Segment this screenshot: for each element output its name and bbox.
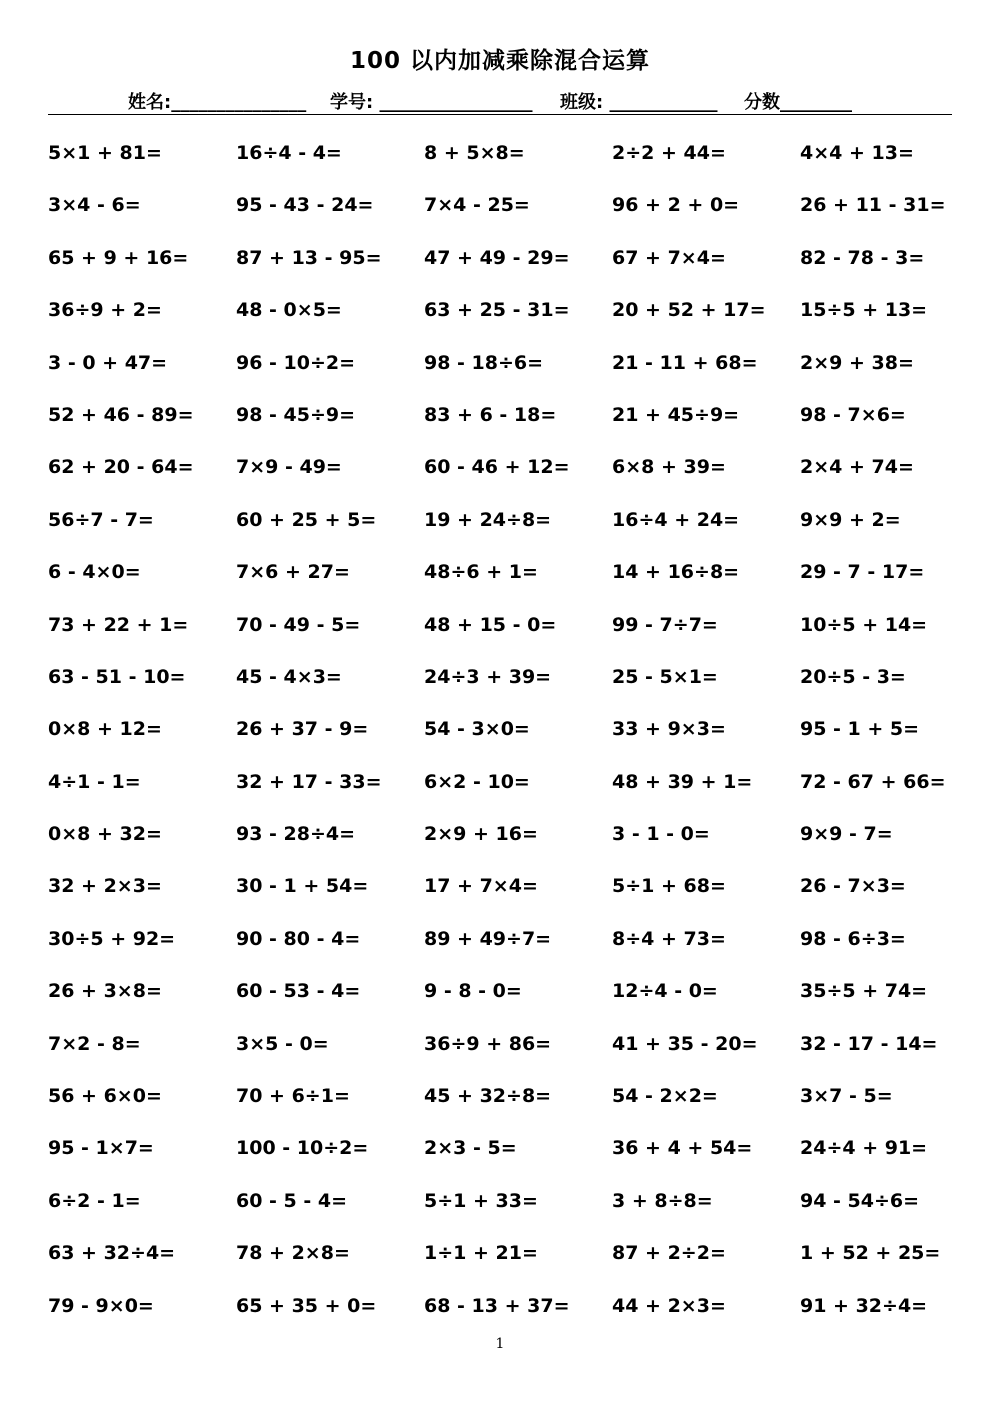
math-problem: 8 + 5×8= (424, 142, 525, 164)
math-problem: 5÷1 + 68= (612, 875, 726, 898)
math-problem: 45 - 4×3= (236, 665, 342, 688)
math-problem: 63 - 51 - 10= (48, 665, 186, 688)
math-problem: 15÷5 + 13= (800, 299, 928, 322)
math-problem: 60 - 46 + 12= (424, 456, 570, 479)
math-problem: 96 + 2 + 0= (612, 194, 740, 217)
math-problem: 20 + 52 + 17= (612, 299, 766, 322)
math-problem: 8÷4 + 73= (612, 927, 726, 950)
math-problem: 17 + 7×4= (424, 875, 538, 898)
math-problem: 95 - 1 + 5= (800, 718, 920, 741)
math-problem: 0×8 + 32= (48, 823, 162, 846)
math-problem: 98 - 7×6= (800, 403, 906, 426)
math-problem: 2×4 + 74= (800, 456, 914, 479)
math-problem: 3×7 - 5= (800, 1085, 893, 1108)
math-problem: 14 + 16÷8= (612, 561, 740, 584)
math-problem: 47 + 49 - 29= (424, 246, 570, 269)
math-problem: 5÷1 + 33= (424, 1189, 538, 1212)
math-problem: 89 + 49÷7= (424, 927, 552, 950)
math-problem: 93 - 28÷4= (236, 823, 356, 846)
math-problem: 4÷1 - 1= (48, 770, 141, 793)
math-problem: 78 + 2×8= (236, 1242, 350, 1265)
math-problem: 1 + 52 + 25= (800, 1242, 941, 1265)
math-problem: 87 + 13 - 95= (236, 246, 382, 269)
math-problem: 87 + 2÷2= (612, 1242, 726, 1265)
math-problem: 70 + 6÷1= (236, 1085, 350, 1108)
math-problem: 4×4 + 13= (800, 142, 914, 164)
math-problem: 73 + 22 + 1= (48, 613, 189, 636)
math-problem: 63 + 25 - 31= (424, 299, 570, 322)
math-problem: 7×6 + 27= (236, 561, 350, 584)
math-problem: 60 - 5 - 4= (236, 1189, 348, 1212)
math-problem: 21 - 11 + 68= (612, 351, 758, 374)
math-problem: 52 + 46 - 89= (48, 403, 194, 426)
math-problem: 9 - 8 - 0= (424, 980, 522, 1003)
math-problem: 2×9 + 38= (800, 351, 914, 374)
math-problem: 48 - 0×5= (236, 299, 342, 322)
math-problem: 30÷5 + 92= (48, 927, 176, 950)
math-problem: 6÷2 - 1= (48, 1189, 141, 1212)
math-problem: 36÷9 + 2= (48, 299, 162, 322)
math-problem: 60 + 25 + 5= (236, 508, 377, 531)
math-problem: 12÷4 - 0= (612, 980, 718, 1003)
math-problem: 56÷7 - 7= (48, 508, 154, 531)
math-problem: 91 + 32÷4= (800, 1294, 928, 1317)
math-problem: 0×8 + 12= (48, 718, 162, 741)
math-problem: 26 + 37 - 9= (236, 718, 369, 741)
math-problem: 26 - 7×3= (800, 875, 906, 898)
math-problem: 19 + 24÷8= (424, 508, 552, 531)
math-problem: 5×1 + 81= (48, 142, 162, 164)
math-problem: 48÷6 + 1= (424, 561, 538, 584)
math-problem: 36÷9 + 86= (424, 1032, 552, 1055)
math-problem: 63 + 32÷4= (48, 1242, 176, 1265)
math-problem: 98 - 18÷6= (424, 351, 544, 374)
math-problem: 7×2 - 8= (48, 1032, 141, 1055)
math-problem: 98 - 6÷3= (800, 927, 906, 950)
math-problem: 70 - 49 - 5= (236, 613, 361, 636)
score-field[interactable]: 分数________ (744, 92, 852, 113)
math-problem: 68 - 13 + 37= (424, 1294, 570, 1317)
math-problem: 98 - 45÷9= (236, 403, 356, 426)
math-problem: 62 + 20 - 64= (48, 456, 194, 479)
math-problem: 32 - 17 - 14= (800, 1032, 938, 1055)
math-problem: 3 - 0 + 47= (48, 351, 168, 374)
math-problem: 9×9 + 2= (800, 508, 901, 531)
math-problem: 96 - 10÷2= (236, 351, 356, 374)
math-problem: 25 - 5×1= (612, 665, 718, 688)
page-number: 1 (495, 1336, 505, 1352)
student-id-field[interactable]: 学号: _________________ (330, 92, 533, 113)
math-problem: 65 + 9 + 16= (48, 246, 189, 269)
math-problem: 2÷2 + 44= (612, 142, 726, 164)
math-problem: 7×9 - 49= (236, 456, 342, 479)
math-problem: 67 + 7×4= (612, 246, 726, 269)
math-problem: 60 - 53 - 4= (236, 980, 361, 1003)
math-problem: 16÷4 - 4= (236, 142, 342, 164)
math-problem: 35÷5 + 74= (800, 980, 928, 1003)
math-problem: 54 - 2×2= (612, 1085, 718, 1108)
math-problem: 6×8 + 39= (612, 456, 726, 479)
math-problem: 94 - 54÷6= (800, 1189, 920, 1212)
math-problem: 21 + 45÷9= (612, 403, 740, 426)
math-problem: 3 + 8÷8= (612, 1189, 713, 1212)
math-problem: 82 - 78 - 3= (800, 246, 925, 269)
math-problem: 26 + 3×8= (48, 980, 162, 1003)
math-problem: 99 - 7÷7= (612, 613, 718, 636)
math-problem: 2×9 + 16= (424, 823, 538, 846)
math-problem: 1÷1 + 21= (424, 1242, 538, 1265)
math-problem: 16÷4 + 24= (612, 508, 740, 531)
math-problem: 95 - 1×7= (48, 1137, 154, 1160)
math-problem: 3×4 - 6= (48, 194, 141, 217)
name-field[interactable]: 姓名:_______________ (128, 92, 307, 113)
math-problem: 90 - 80 - 4= (236, 927, 361, 950)
math-problem: 32 + 2×3= (48, 875, 162, 898)
math-problem: 26 + 11 - 31= (800, 194, 946, 217)
math-problem: 72 - 67 + 66= (800, 770, 946, 793)
math-problem: 24÷3 + 39= (424, 665, 552, 688)
math-problem: 44 + 2×3= (612, 1294, 726, 1317)
math-problem: 20÷5 - 3= (800, 665, 906, 688)
math-problem: 7×4 - 25= (424, 194, 530, 217)
math-problem: 56 + 6×0= (48, 1085, 162, 1108)
math-problem: 10÷5 + 14= (800, 613, 928, 636)
student-info-line (48, 88, 952, 115)
math-problem: 3 - 1 - 0= (612, 823, 710, 846)
class-field[interactable]: 班级: ____________ (560, 92, 718, 113)
math-problem: 100 - 10÷2= (236, 1137, 369, 1160)
math-problem: 54 - 3×0= (424, 718, 530, 741)
math-problem: 6×2 - 10= (424, 770, 530, 793)
math-problem: 6 - 4×0= (48, 561, 141, 584)
math-problem: 41 + 35 - 20= (612, 1032, 758, 1055)
worksheet-title: 100 以内加减乘除混合运算 (349, 48, 651, 74)
math-problem: 36 + 4 + 54= (612, 1137, 753, 1160)
math-problem: 65 + 35 + 0= (236, 1294, 377, 1317)
math-problem: 45 + 32÷8= (424, 1085, 552, 1108)
math-problem: 33 + 9×3= (612, 718, 726, 741)
problem-grid (48, 138, 988, 1343)
math-problem: 95 - 43 - 24= (236, 194, 374, 217)
math-problem: 48 + 15 - 0= (424, 613, 557, 636)
math-problem: 83 + 6 - 18= (424, 403, 557, 426)
math-problem: 9×9 - 7= (800, 823, 893, 846)
math-problem: 30 - 1 + 54= (236, 875, 369, 898)
math-problem: 29 - 7 - 17= (800, 561, 925, 584)
math-problem: 32 + 17 - 33= (236, 770, 382, 793)
math-problem: 79 - 9×0= (48, 1294, 154, 1317)
math-problem: 3×5 - 0= (236, 1032, 329, 1055)
math-problem: 24÷4 + 91= (800, 1137, 928, 1160)
math-problem: 2×3 - 5= (424, 1137, 517, 1160)
math-problem: 48 + 39 + 1= (612, 770, 753, 793)
